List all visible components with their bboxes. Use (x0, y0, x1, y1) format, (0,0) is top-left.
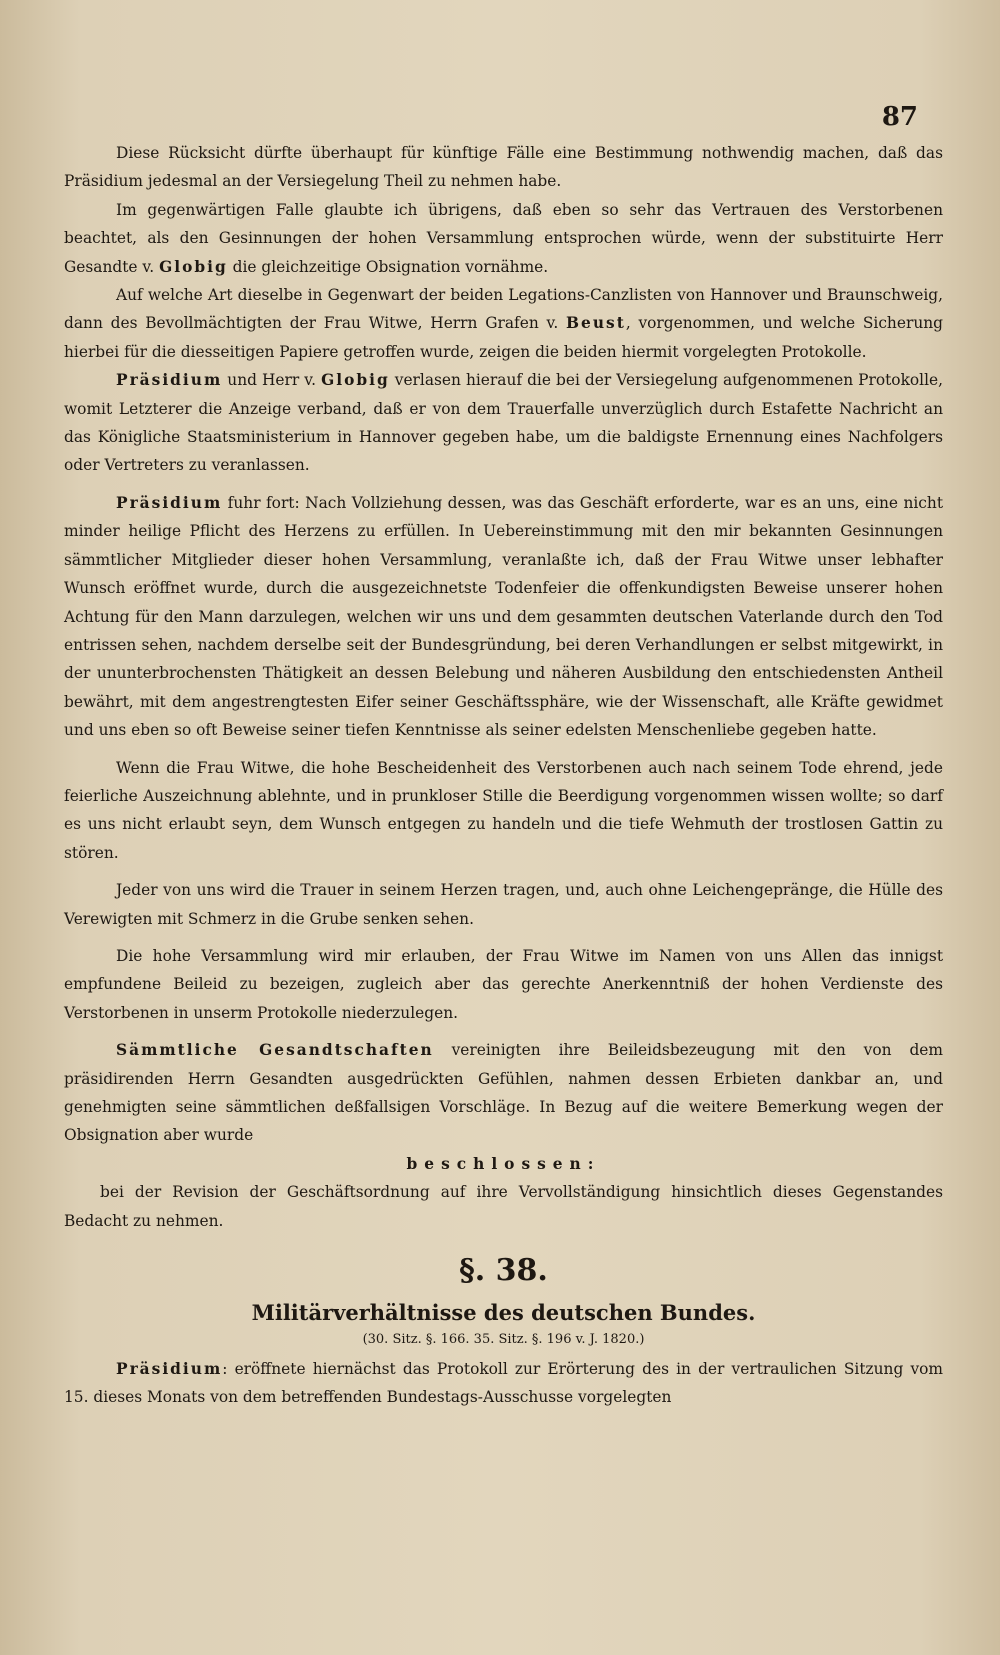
paragraph-2 (64, 196, 943, 281)
speaker-praesidium-2: Präsidium (116, 493, 223, 512)
paragraph-2-lead: Im gegenwärtigen Falle glaubte ich übrigens, daß eben so sehr das Vertrauen des Verstorbenen beachtet, als den Gesinnungen der hohen Versammlung entsprochen würde, wenn der substituirte Herr Gesandte v. (64, 200, 943, 276)
paragraph-7: Jeder von uns wird die Trauer in seinem Herzen tragen, und, auch ohne Leichengepränge, die Hülle des Verewigten mit Schmerz in die Grube senken sehen. (64, 881, 943, 928)
body-text (64, 139, 943, 1412)
page-number: 87 (881, 102, 918, 132)
paragraph-1: Diese Rücksicht dürfte überhaupt für künftige Fälle eine Bestimmung nothwendig machen, daß das Präsidium jedesmal an der Versiegelung Theil zu nehmen habe. (64, 144, 943, 191)
paragraph-3-lead: Auf welche Art dieselbe in Gegenwart der beiden Legations-Canzlisten von Hannover und Braunschweig, dann des Bevollmächtigten der Frau Witwe, Herrn Grafen v. (64, 286, 943, 333)
paragraph-6: Wenn die Frau Witwe, die hohe Bescheidenheit des Verstorbenen auch nach seinem Tode ehrend, jede feierliche Auszeichnung ablehnte, und in prunkloser Stille die Beerdigung vorgenommen wissen wollte; so darf es uns nicht erlaubt seyn, dem Wunsch entgegen zu handeln und die tiefe Wehmuth der trostlosen Gattin zu stören. (64, 758, 943, 862)
closing-paragraph (64, 1355, 943, 1412)
closing-paragraph-tail: : eröffnete hiernächst das Protokoll zur Erörterung des in der vertraulichen Sitzung vom 15. dieses Monats von dem betreffenden Bundestags-Ausschusse vorgelegten (64, 1360, 943, 1407)
paragraph-8: Die hohe Versammlung wird mir erlauben, der Frau Witwe im Namen von uns Allen das innigst empfundene Beileid zu bezeigen, zugleich aber das gerechte Anerkenntniß der hohen Verdienste des Verstorbenen in unserm Protokolle niederzulegen. (64, 946, 943, 1022)
speaker-praesidium: Präsidium (116, 371, 223, 390)
paragraph-4 (64, 366, 943, 480)
paragraph-2-tail: die gleichzeitige Obsignation vornähme. (227, 257, 549, 276)
section-title: Militärverhältnisse des deutschen Bundes. (251, 1300, 756, 1326)
speaker-praesidium-3: Präsidium (116, 1360, 223, 1379)
resolution-heading: beschlossen: (406, 1154, 601, 1173)
section-number: §. 38. (459, 1253, 548, 1289)
paragraph-4-mid: und Herr v. (222, 371, 322, 390)
paragraph-3-tail: , vorgenommen, und welche Sicherung hierbei für die diesseitigen Papiere getroffen wurde, zeigen die beiden hiermit vorgelegten Protokolle. (64, 314, 943, 361)
paragraph-3 (64, 281, 943, 366)
resolution-text: bei der Revision der Geschäftsordnung auf ihre Vervollständigung hinsichtlich dieses Gegenstandes Bedacht zu nehmen. (64, 1183, 943, 1230)
paragraph-5 (64, 489, 943, 745)
person-name-globig: Globig (159, 257, 228, 276)
person-name-globig-2: Globig (321, 371, 390, 390)
paragraph-9 (64, 1036, 943, 1150)
person-name-beust: Beust (566, 314, 626, 333)
paragraph-4-tail: verlasen hierauf die bei der Versiegelung aufgenommenen Protokolle, womit Letzterer die Anzeige verband, daß er von dem Trauerfalle unverzüglich durch Estafette Nachricht an das Königliche Staatsministerium in Hannover gegeben habe, um die baldigste Ernennung eines Nachfolgers oder Vertreters zu veranlassen. (64, 371, 944, 475)
paragraph-5-tail: fuhr fort: Nach Vollziehung dessen, was das Geschäft erforderte, war es an uns, eine nicht minder heilige Pflicht des Herzens zu erfüllen. In Uebereinstimmung mit den mir bekannten Gesinnungen sämmtlicher Mitglieder dieser hohen Versammlung, veranlaßte ich, daß der Frau Witwe unser lebhafter Wunsch eröffnet wurde, durch die ausgezeichnetste Todenfeier die offenkundigsten Beweise unserer hohen Achtung für den Mann darzulegen, welchen wir uns und dem gesammten deutschen Vaterlande durch den Tod entrissen sehen, nachdem derselbe seit der Bundesgründung, bei deren Verhandlungen er selbst mitgewirkt, in der ununterbrochensten Thätigkeit an dessen Belebung und näheren Ausbildung den entschiedensten Antheil bewährt, mit dem angestrengtesten Eifer seiner Geschäftssphäre, wie der Wissenschaft, alle Kräfte gewidmet und uns eben so oft Beweise seiner tiefen Kenntnisse als seiner edelsten Menschenliebe gegeben hatte. (64, 493, 943, 740)
section-reference: (30. Sitz. §. 166. 35. Sitz. §. 196 v. J. 1820.) (362, 1332, 645, 1348)
paragraph-9-tail: vereinigten ihre Beileidsbezeugung mit den von dem präsidirenden Herrn Gesandten ausgedrückten Gefühlen, nahmen dessen Erbieten dankbar an, und genehmigten seine sämmtlichen deßfallsigen Vorschläge. In Bezug auf die weitere Bemerkung wegen der Obsignation aber wurde (64, 1041, 943, 1145)
speaker-gesandtschaften: Sämmtliche Gesandtschaften (116, 1041, 434, 1060)
